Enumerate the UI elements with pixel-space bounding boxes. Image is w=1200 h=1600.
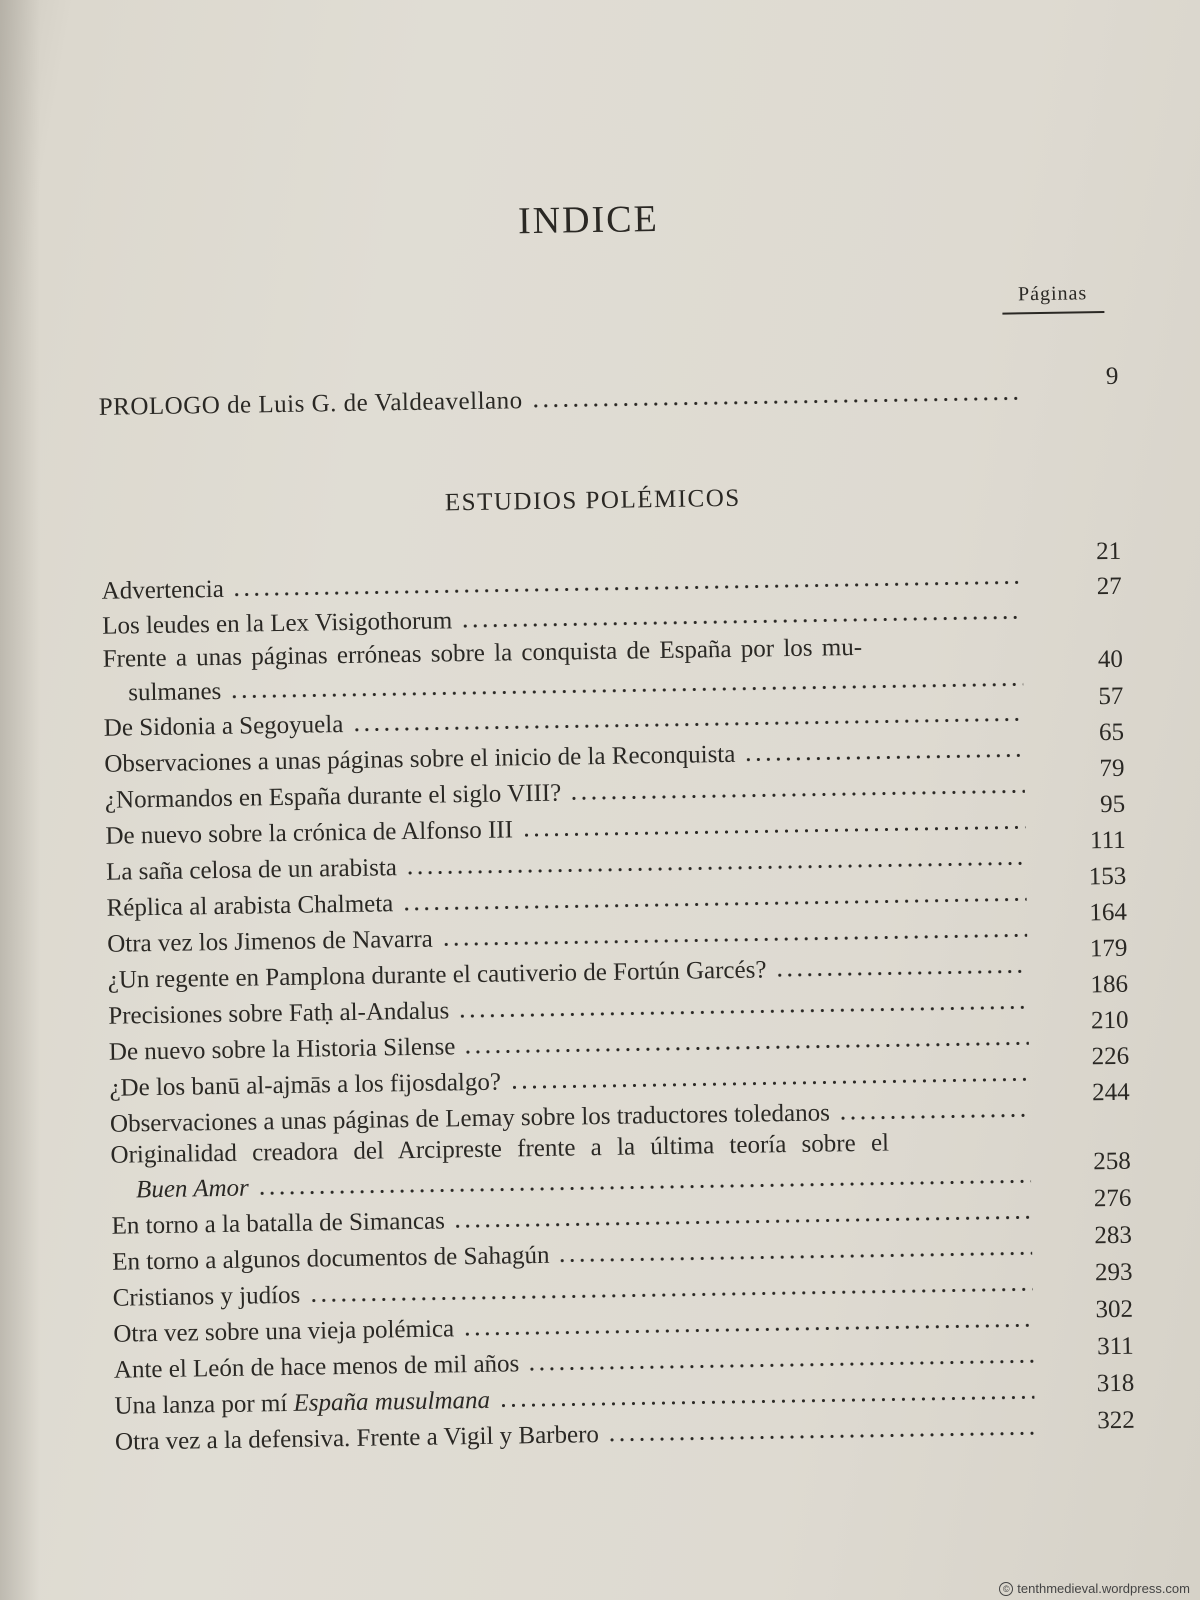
section-title: ESTUDIOS POLÉMICOS bbox=[444, 484, 741, 517]
dot-leader bbox=[498, 1394, 1034, 1408]
page-title: INDICE bbox=[517, 198, 660, 243]
toc-entry-page: 21 bbox=[1095, 537, 1122, 566]
toc-entry-label: Otra vez los Jimenos de Navarra bbox=[106, 925, 433, 958]
dot-leader bbox=[463, 1040, 1029, 1055]
dot-leader bbox=[232, 579, 1022, 597]
toc-entry-page: 276 bbox=[1093, 1184, 1132, 1213]
toc-entry-page: 244 bbox=[1091, 1078, 1130, 1107]
dot-leader bbox=[441, 932, 1027, 947]
dot-leader bbox=[509, 1076, 1029, 1090]
dot-leader bbox=[838, 1112, 1030, 1121]
watermark-text: tenthmedieval.wordpress.com bbox=[1017, 1581, 1190, 1596]
toc-entry-page: 9 bbox=[1105, 362, 1119, 390]
toc-entry-label: sulmanes bbox=[128, 677, 222, 707]
toc-entry-label: ¿De los banū al-ajmās a los fijosdalgo? bbox=[109, 1068, 502, 1102]
copyright-icon: © bbox=[999, 1582, 1013, 1596]
toc-entry-page: 57 bbox=[1098, 682, 1124, 711]
toc-entry-page: 153 bbox=[1088, 862, 1127, 891]
toc-entry-page: 311 bbox=[1096, 1332, 1134, 1361]
dot-leader bbox=[405, 860, 1026, 876]
toc-entry-page: 210 bbox=[1090, 1006, 1129, 1035]
toc-entry-label: PROLOGO de Luis G. de Valdeavellano bbox=[98, 387, 523, 421]
toc-entry-label: Observaciones a unas páginas de Lemay sobre los traductores toledanos bbox=[109, 1099, 831, 1138]
dot-leader bbox=[229, 681, 1023, 699]
toc-entry-label: Otra vez sobre una vieja polémica bbox=[113, 1315, 455, 1348]
toc-entry-page: 322 bbox=[1097, 1406, 1136, 1435]
dot-leader bbox=[531, 395, 1019, 409]
dot-leader bbox=[743, 752, 1024, 762]
toc-entry-label: Otra vez a la defensiva. Frente a Vigil y Barbero bbox=[114, 1421, 600, 1456]
toc-entry-page: 258 bbox=[1093, 1147, 1131, 1176]
toc-entry-line1: Originalidad creadora del Arcipreste frente a la última teoría sobre el bbox=[110, 1129, 890, 1169]
toc-entry-label: Buen Amor bbox=[135, 1174, 249, 1204]
toc-entry bbox=[115, 1413, 1035, 1457]
dot-leader bbox=[462, 1322, 1033, 1337]
dot-leader bbox=[457, 1004, 1028, 1019]
toc-entry-page: 65 bbox=[1098, 718, 1125, 747]
toc-entry-page: 283 bbox=[1094, 1221, 1133, 1250]
toc-entry-page: 226 bbox=[1091, 1042, 1130, 1071]
toc-entry-label: En torno a algunos documentos de Sahagún bbox=[111, 1241, 550, 1276]
watermark bbox=[999, 1581, 1190, 1596]
toc-entry-page: 111 bbox=[1089, 826, 1126, 855]
dot-leader bbox=[774, 968, 1027, 978]
toc-entry-page: 79 bbox=[1099, 754, 1125, 783]
toc-entry-prologo bbox=[99, 378, 1019, 422]
toc-entry-label: Advertencia bbox=[101, 575, 225, 605]
toc-entry-label-italic: España musulmana bbox=[293, 1386, 491, 1417]
dot-leader bbox=[308, 1286, 1032, 1303]
toc-entry-label bbox=[114, 1386, 498, 1422]
toc-entry-label: Observaciones a unas páginas sobre el inicio de la Reconquista bbox=[104, 740, 736, 778]
toc-entry-label: Ante el León de hace menos de mil años bbox=[113, 1350, 520, 1384]
toc-entry-label: Réplica al arabista Chalmeta bbox=[106, 890, 394, 922]
toc-entry-page: 164 bbox=[1089, 898, 1128, 927]
dot-leader bbox=[527, 1358, 1034, 1372]
toc-entry-page: 293 bbox=[1094, 1258, 1133, 1287]
toc-entry-line1: Frente a unas páginas erróneas sobre la conquista de España por los mu- bbox=[102, 633, 863, 673]
dot-leader bbox=[607, 1430, 1035, 1443]
dot-leader bbox=[460, 614, 1022, 629]
toc-entry-page: 318 bbox=[1096, 1369, 1135, 1398]
dot-leader bbox=[453, 1214, 1032, 1229]
toc-entry-label: Los leudes en la Lex Visigothorum bbox=[101, 607, 453, 640]
toc-entry-label: La saña celosa de un arabista bbox=[105, 854, 398, 886]
toc-entry-page: 186 bbox=[1090, 970, 1129, 999]
dot-leader bbox=[351, 716, 1023, 733]
toc-entry-label: De nuevo sobre la crónica de Alfonso III bbox=[105, 816, 514, 850]
dot-leader bbox=[558, 1250, 1033, 1263]
toc-entry-page: 40 bbox=[1097, 645, 1124, 674]
toc-entry-page: 302 bbox=[1095, 1295, 1134, 1324]
toc-entry-label: Precisiones sobre Fatḥ al-Andalus bbox=[108, 997, 450, 1030]
toc-entry-label: De nuevo sobre la Historia Silense bbox=[108, 1033, 456, 1066]
toc-entry-label: ¿Un regente en Pamplona durante el cautiverio de Fortún Garcés? bbox=[107, 956, 767, 994]
pages-column-header: Páginas bbox=[1017, 282, 1088, 306]
toc-entry-page: 95 bbox=[1099, 790, 1126, 819]
pages-header-rule bbox=[1002, 311, 1104, 315]
dot-leader bbox=[521, 824, 1026, 838]
toc-entry-page: 179 bbox=[1089, 934, 1128, 963]
dot-leader bbox=[569, 788, 1025, 801]
toc-entry-label: En torno a la batalla de Simancas bbox=[111, 1207, 446, 1240]
toc-entry-label: ¿Normandos en España durante el siglo VIII? bbox=[104, 779, 562, 814]
dot-leader bbox=[401, 896, 1026, 912]
toc-entry-label-plain: Una lanza por mí bbox=[114, 1389, 294, 1420]
toc-entry-page: 27 bbox=[1096, 572, 1122, 601]
dot-leader bbox=[257, 1178, 1031, 1196]
toc-entry-label: Cristianos y judíos bbox=[112, 1281, 301, 1312]
toc-entry-label: De Sidonia a Segoyuela bbox=[103, 711, 344, 742]
